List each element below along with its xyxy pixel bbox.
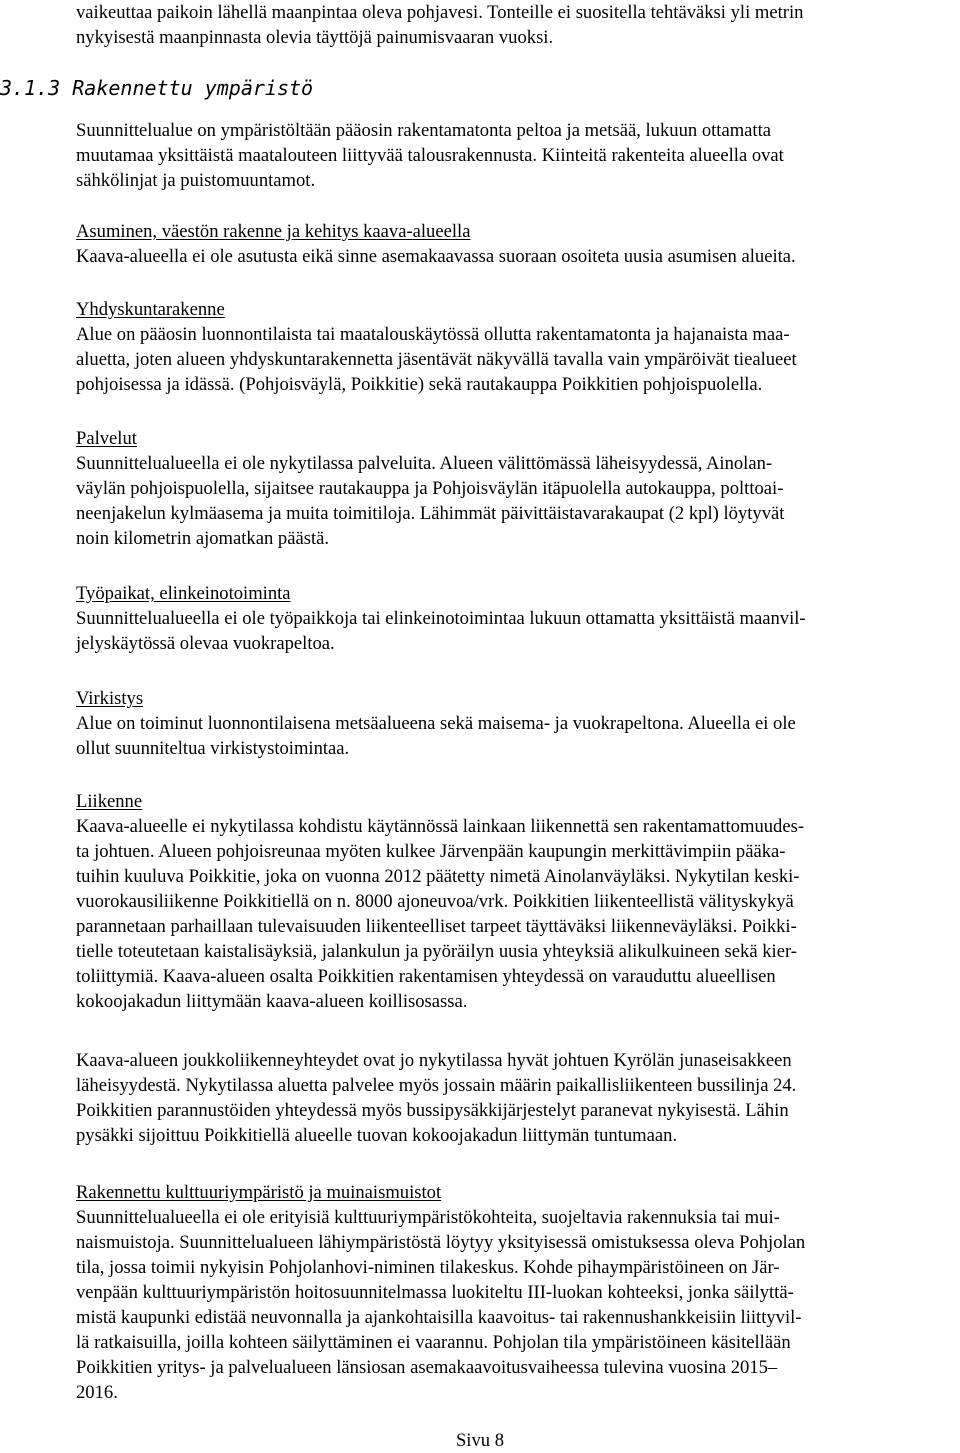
subsection-liikenne bbox=[76, 789, 804, 1014]
paragraph-line: Poikkitien parannustöiden yhteydessä myös bussipysäkkijärjestelyt paranevat nykyisestä. Lähin bbox=[76, 1100, 789, 1121]
paragraph-line: nykyisestä maanpinnasta olevia täyttöjä painumisvaaran vuoksi. bbox=[76, 27, 554, 48]
paragraph-line: Kaava-alueella ei ole asutusta eikä sinne asemakaavassa suoraan osoiteta uusia asumisen alueita. bbox=[76, 246, 796, 267]
paragraph-line: noin kilometrin ajomatkan päästä. bbox=[76, 528, 330, 549]
section-heading bbox=[0, 74, 313, 102]
paragraph-line: Alue on pääosin luonnontilaista tai maatalouskäytössä ollutta rakentamatonta ja hajanaista maa- bbox=[76, 324, 790, 345]
paragraph-line: 2016. bbox=[76, 1382, 118, 1403]
paragraph-line: läheisyydestä. Nykytilassa aluetta palvelee myös jossain määrin paikallisliikenteen bussilinja 24. bbox=[76, 1075, 797, 1096]
paragraph-line: lä ratkaisuilla, joilla kohteen säilyttäminen ei vaarannu. Pohjolan tila ympäristöineen käsitellään bbox=[76, 1332, 791, 1353]
paragraph-line: ollut suunniteltua virkistystoimintaa. bbox=[76, 738, 350, 759]
paragraph-line: mistä kaupunki edistää neuvonnalla ja ajankohtaisilla kaavoitus- tai rakennushankkeisiin liittyvil- bbox=[76, 1307, 802, 1328]
paragraph-line: pysäkki sijoittuu Poikkitiellä alueelle tuovan kokoojakadun liittymän tuntumaan. bbox=[76, 1125, 678, 1146]
subsection-asuminen bbox=[76, 219, 796, 269]
subsection-kulttuuriymparisto bbox=[76, 1180, 805, 1405]
subsection-heading: Työpaikat, elinkeinotoiminta bbox=[76, 583, 291, 604]
section-title: Rakennettu ympäristö bbox=[72, 76, 314, 100]
subsection-yhdyskuntarakenne bbox=[76, 297, 797, 397]
subsection-virkistys bbox=[76, 686, 796, 761]
subsection-heading: Liikenne bbox=[76, 791, 143, 812]
paragraph-line: väylän pohjoispuolella, sijaitsee rautakauppa ja Pohjoisväylän itäpuolella autokauppa, polttoai- bbox=[76, 478, 784, 499]
paragraph-line: parannetaan parhaillaan tulevaisuuden liikenteelliset tarpeet täyttäväksi liikenneväyläksi. Poikki- bbox=[76, 916, 797, 937]
section-number: 3.1.3 bbox=[0, 76, 61, 100]
paragraph-line: toliittymiä. Kaava-alueen osalta Poikkitien rakentamisen yhteydessä on varauduttu alueellisen bbox=[76, 966, 776, 987]
subsection-heading: Palvelut bbox=[76, 428, 137, 449]
paragraph-line: venpään kulttuuriympäristön hoitosuunnitelmassa luokiteltu III-luokan kohteeksi, jonka säilyttä- bbox=[76, 1282, 794, 1303]
paragraph-line: Suunnittelualueella ei ole työpaikkoja tai elinkeinotoimintaa lukuun ottamatta yksittäistä maanvil- bbox=[76, 608, 806, 629]
paragraph-line: Alue on toiminut luonnontilaisena metsäalueena sekä maisema- ja vuokrapeltona. Alueella ei ole bbox=[76, 713, 796, 734]
paragraph-line: vaikeuttaa paikoin lähellä maanpintaa oleva pohjavesi. Tonteille ei suositella tehtäväksi yli metrin bbox=[76, 2, 804, 23]
subsection-heading: Yhdyskuntarakenne bbox=[76, 299, 225, 320]
paragraph-line: neenjakelun kylmäasema ja muita toimitiloja. Lähimmät päivittäistavarakaupat (2 kpl) löytyvät bbox=[76, 503, 785, 524]
paragraph-line: Poikkitien yritys- ja palvelualueen länsiosan asemakaavoitusvaiheessa tulevina vuosina 2015– bbox=[76, 1357, 778, 1378]
paragraph-line: kokoojakadun liittymään kaava-alueen koillisosassa. bbox=[76, 991, 468, 1012]
subsection-heading: Asuminen, väestön rakenne ja kehitys kaava-alueella bbox=[76, 221, 471, 242]
paragraph-line: Kaava-alueen joukkoliikenneyhteydet ovat jo nykytilassa hyvät johtuen Kyrölän junaseisakkeen bbox=[76, 1050, 792, 1071]
intro-paragraph bbox=[76, 0, 803, 50]
paragraph-line: Suunnittelualueella ei ole erityisiä kulttuuriympäristökohteita, suojeltavia rakennuksia tai mui- bbox=[76, 1207, 780, 1228]
paragraph-line: jelyskäytössä olevaa vuokrapeltoa. bbox=[76, 633, 335, 654]
paragraph-line: tuihin kuuluva Poikkitie, joka on vuonna 2012 päätetty nimetä Ainolanväyläksi. Nykytilan keski- bbox=[76, 866, 800, 887]
paragraph-line: naismuistoja. Suunnittelualueen lähiympäristöstä löytyy yksityisessä omistuksessa oleva Pohjolan bbox=[76, 1232, 806, 1253]
paragraph-line: Suunnittelualueella ei ole nykytilassa palveluita. Alueen välittömässä läheisyydessä, Ainolan- bbox=[76, 453, 773, 474]
subsection-heading: Virkistys bbox=[76, 688, 144, 709]
transit-paragraph bbox=[76, 1048, 796, 1148]
subsection-tyopaikat bbox=[76, 581, 806, 656]
paragraph-line: aluetta, joten alueen yhdyskuntarakennetta jäsentävät näkyvällä tavalla vain ympäröivät tiealueet bbox=[76, 349, 797, 370]
paragraph-line: sähkölinjat ja puistomuuntamot. bbox=[76, 170, 316, 191]
paragraph-line: muutamaa yksittäistä maatalouteen liittyvää talousrakennusta. Kiinteitä rakenteita alueella ovat bbox=[76, 145, 784, 166]
page-number: Sivu 8 bbox=[455, 1430, 505, 1451]
paragraph-line: tila, jossa toimii nykyisin Pohjolanhovi-niminen tilakeskus. Kohde pihaympäristöineen on Jär- bbox=[76, 1257, 780, 1278]
overview-paragraph bbox=[76, 118, 784, 193]
paragraph-line: ta johtuen. Alueen pohjoisreunaa myöten kulkee Järvenpään kaupungin merkittävimpiin pääka- bbox=[76, 841, 786, 862]
subsection-heading: Rakennettu kulttuuriympäristö ja muinaismuistot bbox=[76, 1182, 442, 1203]
paragraph-line: pohjoisessa ja idässä. (Pohjoisväylä, Poikkitie) sekä rautakauppa Poikkitien pohjoispuolella. bbox=[76, 374, 763, 395]
paragraph-line: vuorokausiliikenne Poikkitiellä on n. 8000 ajoneuvoa/vrk. Poikkitien liikenteellistä välityskykyä bbox=[76, 891, 794, 912]
paragraph-line: Suunnittelualue on ympäristöltään pääosin rakentamatonta peltoa ja metsää, lukuun ottamatta bbox=[76, 120, 771, 141]
subsection-palvelut bbox=[76, 426, 784, 551]
paragraph-line: tielle toteutetaan kaistalisäyksiä, jalankulun ja pyöräilyn uusia yhteyksiä alikulkuineen sekä kier- bbox=[76, 941, 797, 962]
paragraph-line: Kaava-alueelle ei nykytilassa kohdistu käytännössä lainkaan liikennettä sen rakentamattomuudes- bbox=[76, 816, 805, 837]
